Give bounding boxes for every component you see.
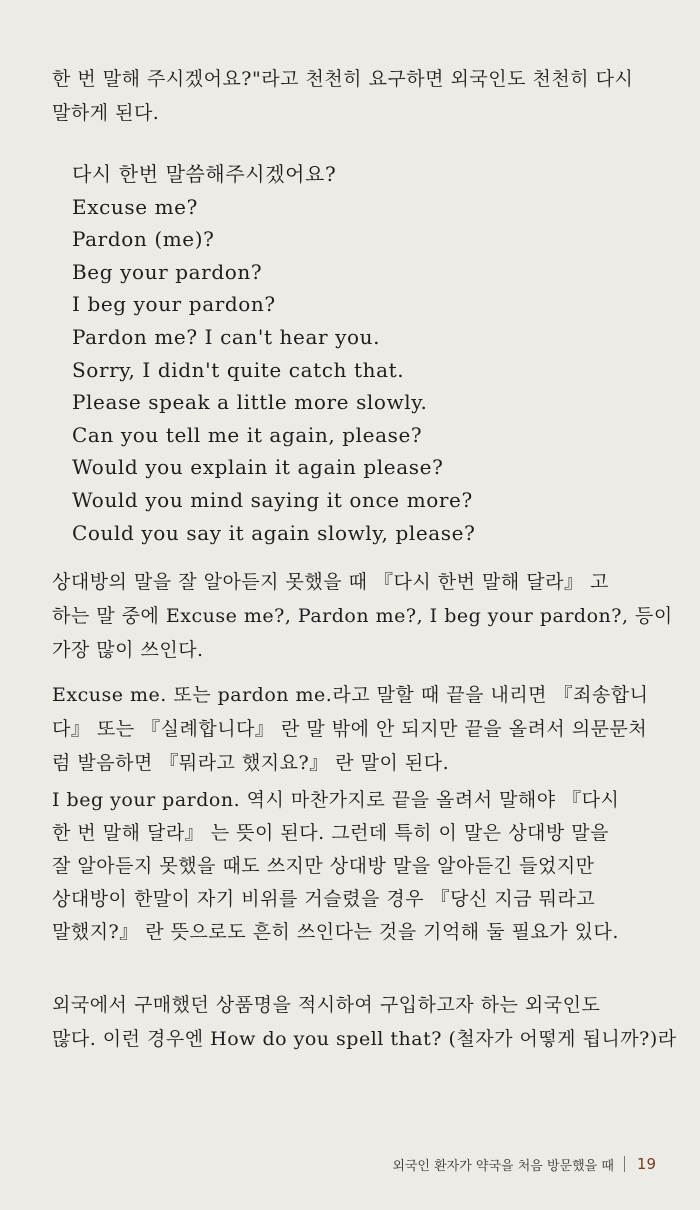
phrase-item: Excuse me? [72, 194, 198, 219]
text-line: 말하게 된다. [52, 102, 160, 124]
phrase-item: Can you tell me it again, please? [72, 422, 423, 447]
phrase-item: 다시 한번 말씀해주시겠어요? [72, 162, 337, 186]
text-line: 말했지?』 란 뜻으로도 흔히 쓰인다는 것을 기억해 둘 필요가 있다. [52, 921, 619, 943]
phrase-list [72, 158, 632, 549]
phrase-item: Pardon (me)? [72, 227, 215, 252]
paragraph-4 [52, 988, 677, 1056]
phrase-item: Pardon me? I can't hear you. [72, 324, 381, 349]
text-line: 외국에서 구매했던 상품명을 적시하여 구입하고자 하는 외국인도 [52, 994, 601, 1016]
text-line: 럼 발음하면 『뭐라고 했지요?』 란 말이 된다. [52, 752, 450, 774]
text-line: Excuse me. 또는 pardon me.라고 말할 때 끝을 내리면 『죄송합니 [52, 684, 649, 706]
text-line: 상대방이 한말이 자기 비위를 거슬렸을 경우 『당신 지금 뭐라고 [52, 888, 596, 910]
text-line: 다』 또는 『실례합니다』 란 말 밖에 안 되지만 끝을 올려서 의문문처 [52, 718, 648, 740]
paragraph-3 [52, 784, 662, 949]
running-title: 외국인 환자가 약국을 처음 방문했을 때 [392, 1158, 614, 1174]
text-line: 하는 말 중에 Excuse me?, Pardon me?, I beg your pardon?, 등이 [52, 605, 673, 627]
phrase-item: Would you explain it again please? [72, 455, 444, 480]
footer-divider [624, 1156, 625, 1172]
text-line: 잘 알아듣지 못했을 때도 쓰지만 상대방 말을 알아듣긴 들었지만 [52, 855, 595, 877]
text-line: 한 번 말해 달라』 는 뜻이 된다. 그런데 특히 이 말은 상대방 말을 [52, 822, 610, 844]
paragraph-2 [52, 678, 662, 780]
text-line: 한 번 말해 주시겠어요?"라고 천천히 요구하면 외국인도 천천히 다시 [52, 68, 634, 90]
phrase-item: Please speak a little more slowly. [72, 390, 428, 415]
phrase-item: I beg your pardon? [72, 292, 276, 317]
text-line: 많다. 이런 경우엔 How do you spell that? (철자가 어떻게 됩니까?)라 [52, 1028, 677, 1050]
phrase-item: Could you say it again slowly, please? [72, 520, 476, 545]
page-footer [392, 1152, 656, 1176]
intro-paragraph [52, 62, 662, 130]
phrase-item: Would you mind saying it once more? [72, 487, 473, 512]
phrase-item: Sorry, I didn't quite catch that. [72, 357, 405, 382]
text-line: 상대방의 말을 잘 알아듣지 못했을 때 『다시 한번 말해 달라』 고 [52, 571, 609, 593]
phrase-item: Beg your pardon? [72, 259, 263, 284]
text-line: I beg your pardon. 역시 마찬가지로 끝을 올려서 말해야 『다시 [52, 789, 620, 811]
page-number: 19 [636, 1155, 656, 1173]
paragraph-1 [52, 565, 673, 667]
text-line: 가장 많이 쓰인다. [52, 639, 204, 661]
